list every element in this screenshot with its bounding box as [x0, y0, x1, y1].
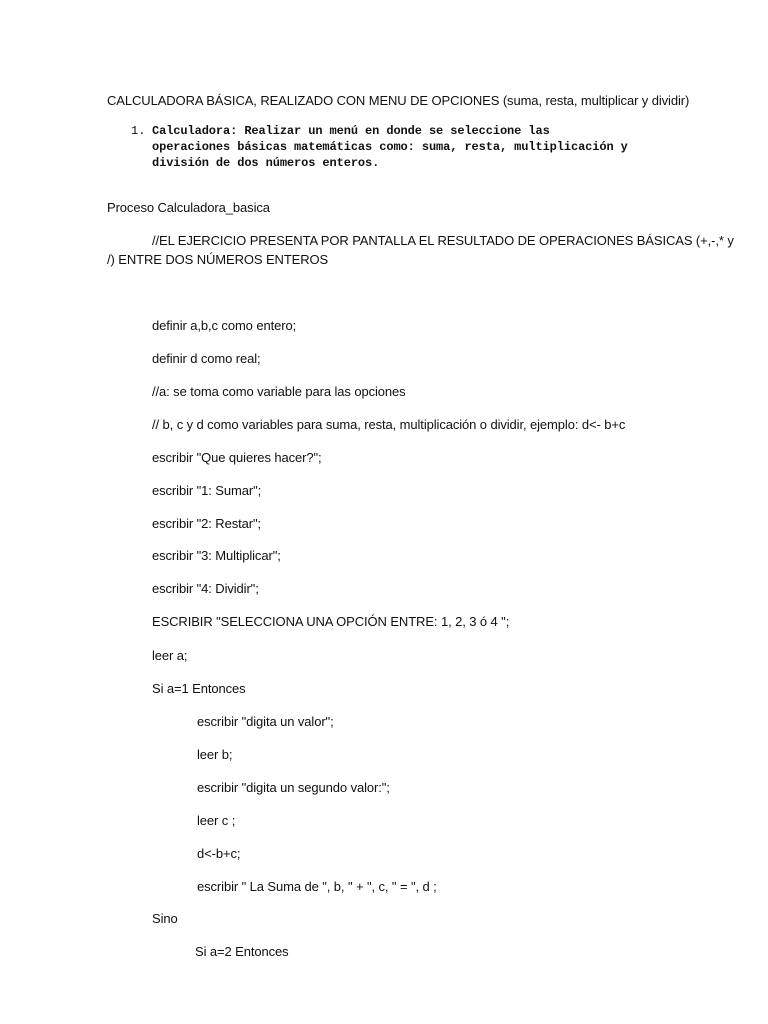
- comment-line-2: /) ENTRE DOS NÚMEROS ENTEROS: [107, 252, 329, 267]
- code-conditional: Si a=2 Entonces: [195, 944, 289, 959]
- code-comment: // b, c y d como variables para suma, resta, multiplicación o dividir, ejemplo: d<- b+c: [152, 417, 626, 432]
- code-statement: definir d como real;: [152, 351, 261, 366]
- code-statement: escribir "3: Multiplicar";: [152, 548, 281, 563]
- document-title: CALCULADORA BÁSICA, REALIZADO CON MENU DE OPCIONES (suma, resta, multiplicar y dividir): [107, 93, 690, 108]
- exercise-text-line-1: Calculadora: Realizar un menú en donde se seleccione las: [152, 124, 550, 138]
- process-header: Proceso Calculadora_basica: [107, 200, 270, 215]
- code-statement: leer c ;: [197, 813, 236, 828]
- code-statement: definir a,b,c como entero;: [152, 318, 297, 333]
- code-statement: escribir "2: Restar";: [152, 516, 261, 531]
- code-statement: leer a;: [152, 648, 188, 663]
- code-statement: escribir "digita un segundo valor:";: [197, 780, 390, 795]
- code-else: Sino: [152, 911, 178, 926]
- exercise-text-line-3: división de dos números enteros.: [152, 156, 380, 170]
- code-statement: escribir "digita un valor";: [197, 714, 334, 729]
- code-statement: d<-b+c;: [197, 846, 241, 861]
- code-statement: escribir "4: Dividir";: [152, 581, 259, 596]
- code-statement: ESCRIBIR "SELECCIONA UNA OPCIÓN ENTRE: 1, 2, 3 ó 4 ";: [152, 614, 510, 629]
- comment-line-1: //EL EJERCICIO PRESENTA POR PANTALLA EL RESULTADO DE OPERACIONES BÁSICAS (+,-,* y: [152, 233, 734, 248]
- code-conditional: Si a=1 Entonces: [152, 681, 246, 696]
- code-statement: escribir "Que quieres hacer?";: [152, 450, 322, 465]
- code-statement: escribir "1: Sumar";: [152, 483, 262, 498]
- exercise-number: 1.: [131, 124, 146, 138]
- code-statement: leer b;: [197, 747, 233, 762]
- code-comment: //a: se toma como variable para las opciones: [152, 384, 406, 399]
- exercise-text-line-2: operaciones básicas matemáticas como: suma, resta, multiplicación y: [152, 140, 628, 154]
- code-statement: escribir " La Suma de ", b, " + ", c, " = ", d ;: [197, 879, 437, 894]
